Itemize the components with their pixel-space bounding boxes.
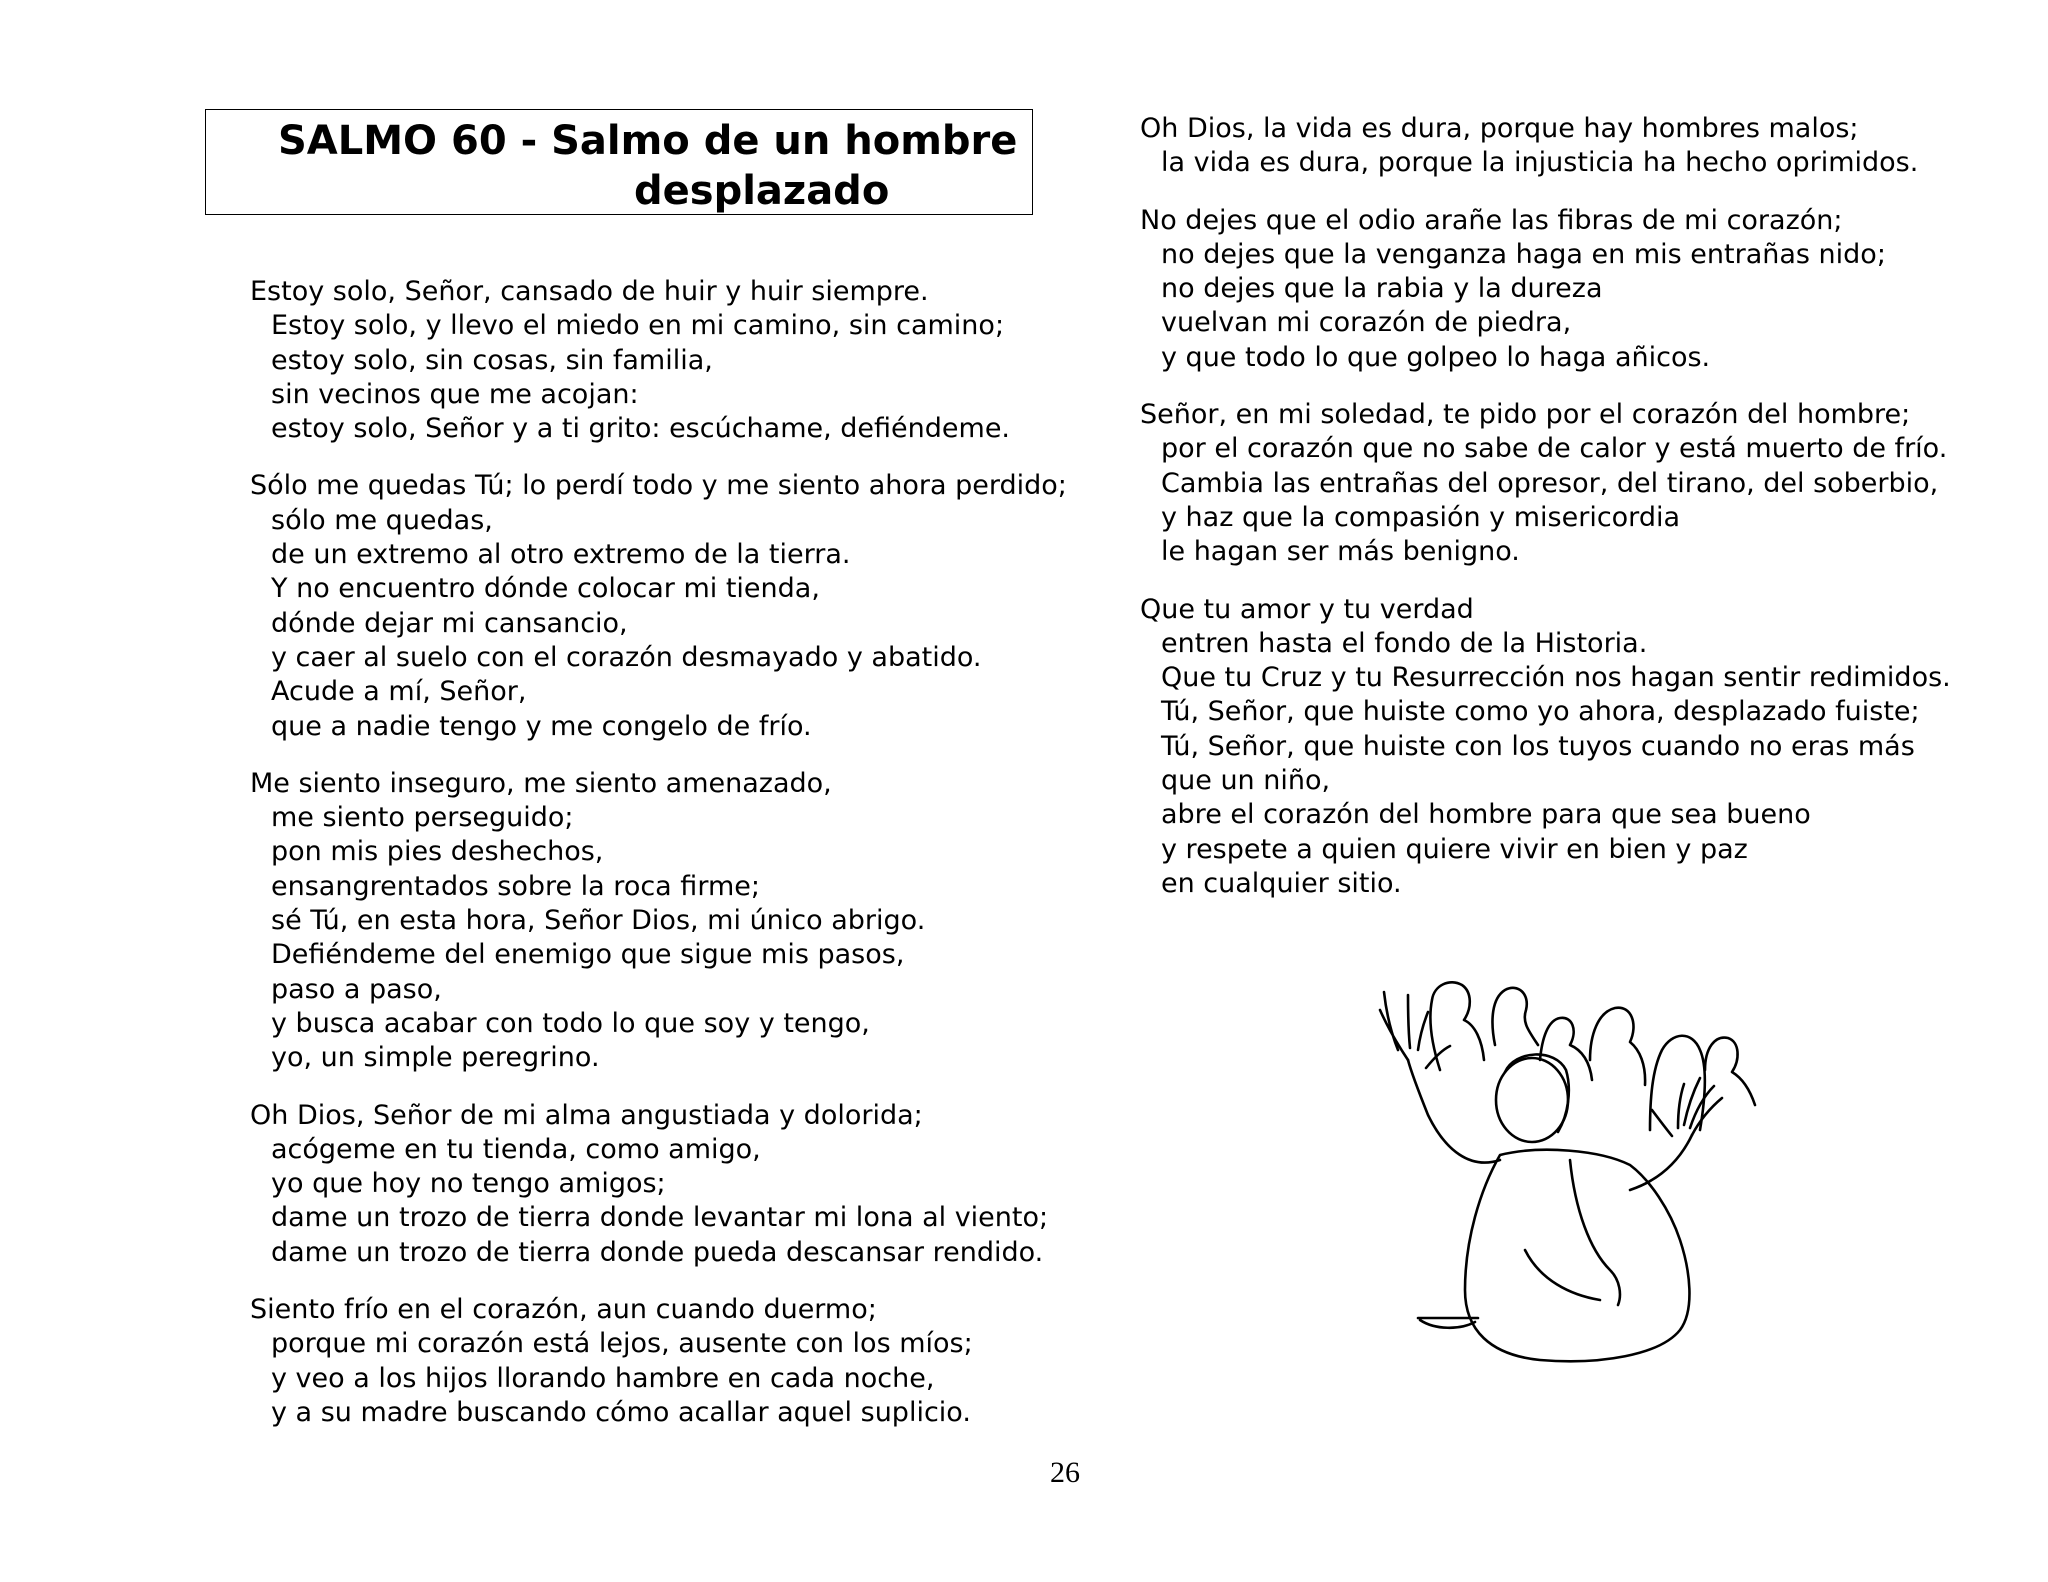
verse-line: y veo a los hijos llorando hambre en cada noche, bbox=[271, 1362, 935, 1394]
verse-line: entren hasta el fondo de la Historia. bbox=[1161, 627, 1648, 659]
verse-line: de un extremo al otro extremo de la tierra. bbox=[271, 539, 851, 571]
page-title-line-1: SALMO 60 - Salmo de un hombre bbox=[278, 118, 1018, 164]
page-title-line-2: desplazado bbox=[634, 168, 890, 214]
verse-line: me siento perseguido; bbox=[271, 802, 574, 834]
stanza bbox=[250, 1099, 1067, 1270]
verse-line: acógeme en tu tienda, como amigo, bbox=[271, 1133, 761, 1165]
verse-line: Tú, Señor, que huiste como yo ahora, desplazado fuiste; bbox=[1161, 696, 1920, 728]
verse-line: que un niño, bbox=[1161, 765, 1331, 797]
verse-line: Señor, en mi soledad, te pido por el corazón del hombre; bbox=[1140, 399, 1911, 431]
bg-figure-6 bbox=[1705, 1038, 1755, 1105]
verse-line: porque mi corazón está lejos, ausente con los míos; bbox=[271, 1328, 973, 1360]
bg-figure-4 bbox=[1590, 1008, 1645, 1085]
verse-line: no dejes que la venganza haga en mis entrañas nido; bbox=[1161, 238, 1886, 270]
verse-line: y busca acabar con todo lo que soy y tengo, bbox=[271, 1007, 870, 1039]
verse-line: le hagan ser más benigno. bbox=[1161, 536, 1520, 568]
verse-line: la vida es dura, porque la injusticia ha hecho oprimidos. bbox=[1161, 147, 1919, 179]
left-arm bbox=[1408, 1060, 1500, 1163]
verse-line: por el corazón que no sabe de calor y está muerto de frío. bbox=[1161, 433, 1948, 465]
verse-line: Y no encuentro dónde colocar mi tienda, bbox=[271, 573, 820, 605]
verse-line: que a nadie tengo y me congelo de frío. bbox=[271, 710, 812, 742]
verse-line: dónde dejar mi cansancio, bbox=[271, 607, 628, 639]
verse-line: Cambia las entrañas del opresor, del tirano, del soberbio, bbox=[1161, 467, 1939, 499]
verse-line: yo que hoy no tengo amigos; bbox=[271, 1168, 666, 1200]
verse-line: vuelvan mi corazón de piedra, bbox=[1161, 307, 1572, 339]
verse-line: y que todo lo que golpeo lo haga añicos. bbox=[1161, 341, 1711, 373]
stanza bbox=[1140, 593, 1951, 902]
verse-line: abre el corazón del hombre para que sea bueno bbox=[1161, 799, 1811, 831]
robe-fold-2 bbox=[1525, 1250, 1600, 1300]
verse-line: dame un trozo de tierra donde pueda descansar rendido. bbox=[271, 1236, 1044, 1268]
stanza bbox=[250, 275, 1067, 446]
verse-line: dame un trozo de tierra donde levantar mi lona al viento; bbox=[271, 1202, 1049, 1234]
verse-line: no dejes que la rabia y la dureza bbox=[1161, 273, 1603, 305]
bowl bbox=[1418, 1318, 1478, 1328]
verse-line: Oh Dios, la vida es dura, porque hay hombres malos; bbox=[1140, 113, 1859, 144]
verse-line: y haz que la compasión y misericordia bbox=[1161, 501, 1680, 533]
bg-figure-2 bbox=[1492, 988, 1538, 1045]
verse-line: y caer al suelo con el corazón desmayado y abatido. bbox=[271, 641, 982, 673]
robe-fold-1 bbox=[1570, 1160, 1620, 1305]
verse-line: ensangrentados sobre la roca firme; bbox=[271, 870, 760, 902]
praying-people-illustration bbox=[1300, 950, 1800, 1380]
verse-line: Siento frío en el corazón, aun cuando duermo; bbox=[250, 1294, 877, 1326]
verse-line: y respete a quien quiere vivir en bien y paz bbox=[1161, 833, 1748, 865]
stanza bbox=[1140, 204, 1951, 375]
stanza bbox=[250, 469, 1067, 743]
left-column bbox=[250, 275, 1067, 1453]
verse-line: Acude a mí, Señor, bbox=[271, 676, 527, 708]
verse-line: sólo me quedas, bbox=[271, 504, 493, 536]
right-column bbox=[1140, 112, 1951, 924]
page-number: 26 bbox=[1050, 1456, 1080, 1489]
verse-line: No dejes que el odio arañe las fibras de mi corazón; bbox=[1140, 204, 1843, 236]
verse-line: Defiéndeme del enemigo que sigue mis pasos, bbox=[271, 939, 905, 971]
verse-line: estoy solo, Señor y a ti grito: escúchame, defiéndeme. bbox=[271, 413, 1011, 445]
verse-line: Sólo me quedas Tú; lo perdí todo y me siento ahora perdido; bbox=[250, 470, 1067, 502]
hair bbox=[1505, 1054, 1569, 1132]
verse-line: Estoy solo, y llevo el miedo en mi camino, sin camino; bbox=[271, 310, 1005, 342]
right-arm bbox=[1630, 1135, 1692, 1190]
verse-line: Me siento inseguro, me siento amenazado, bbox=[250, 767, 832, 799]
verse-line: sé Tú, en esta hora, Señor Dios, mi único abrigo. bbox=[271, 905, 926, 937]
stanza bbox=[250, 1293, 1067, 1430]
verse-line: Estoy solo, Señor, cansado de huir y huir siempre. bbox=[250, 276, 929, 307]
robe bbox=[1465, 1150, 1689, 1361]
verse-line: en cualquier sitio. bbox=[1161, 867, 1402, 899]
stanza bbox=[1140, 112, 1951, 181]
verse-line: Tú, Señor, que huiste con los tuyos cuando no eras más bbox=[1161, 730, 1915, 762]
left-hand bbox=[1380, 992, 1450, 1068]
verse-line: Oh Dios, Señor de mi alma angustiada y dolorida; bbox=[250, 1099, 923, 1131]
verse-line: y a su madre buscando cómo acallar aquel suplicio. bbox=[271, 1396, 971, 1428]
bg-figure-1 bbox=[1430, 982, 1484, 1070]
stanza bbox=[1140, 398, 1951, 569]
verse-line: yo, un simple peregrino. bbox=[271, 1042, 600, 1074]
stanza bbox=[250, 767, 1067, 1076]
right-hand bbox=[1652, 1078, 1722, 1136]
verse-line: Que tu Cruz y tu Resurrección nos hagan sentir redimidos. bbox=[1161, 662, 1951, 694]
verse-line: estoy solo, sin cosas, sin familia, bbox=[271, 344, 713, 376]
verse-line: sin vecinos que me acojan: bbox=[271, 378, 639, 410]
verse-line: Que tu amor y tu verdad bbox=[1140, 593, 1474, 625]
verse-line: paso a paso, bbox=[271, 973, 442, 1005]
verse-line: pon mis pies deshechos, bbox=[271, 836, 604, 868]
